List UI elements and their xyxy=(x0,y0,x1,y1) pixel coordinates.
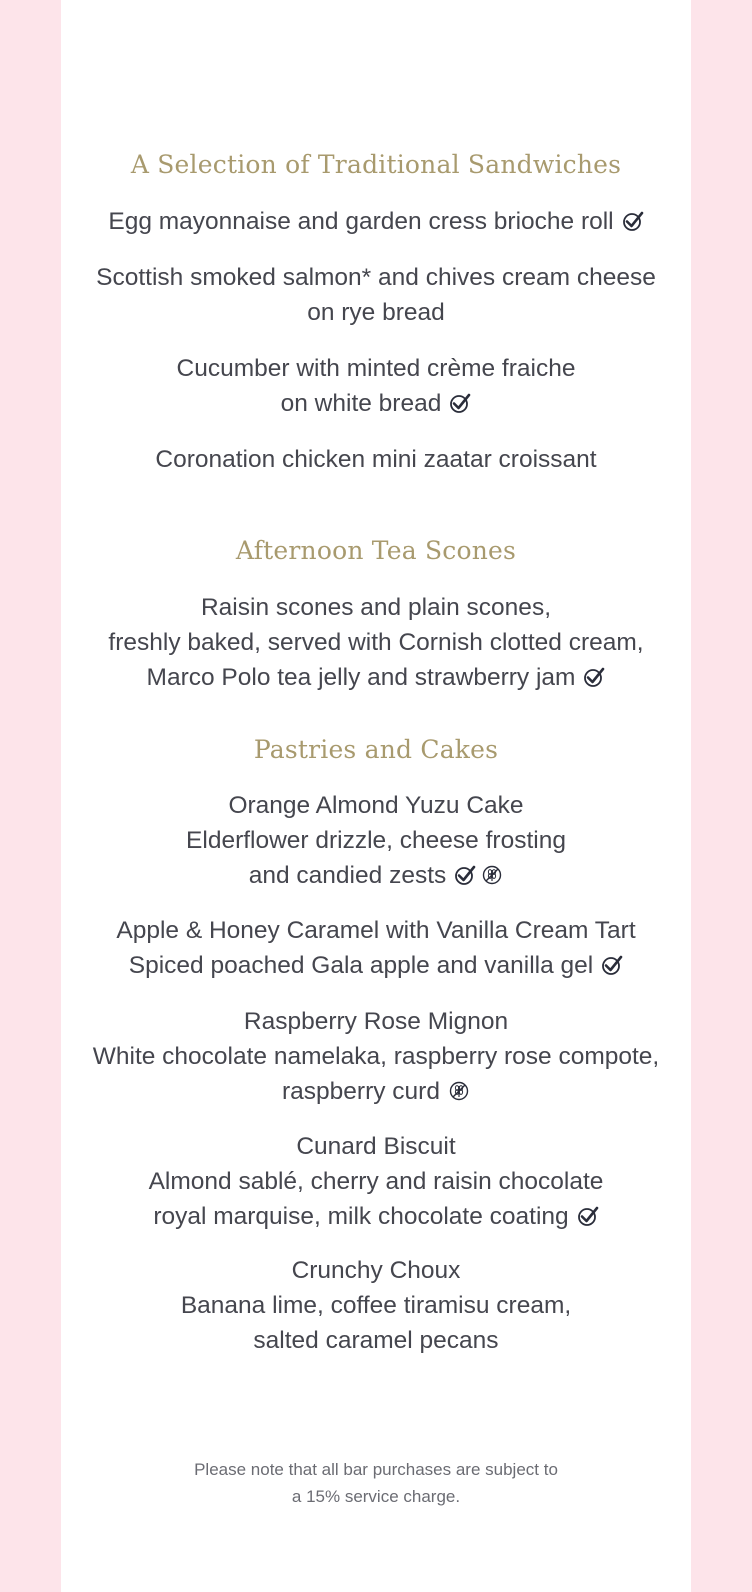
service-charge-note xyxy=(61,1456,691,1510)
item-line: royal marquise, milk chocolate coating xyxy=(153,1203,569,1230)
section-heading: Afternoon Tea Scones xyxy=(235,536,517,565)
item-line: Cucumber with minted crème fraiche xyxy=(176,355,576,382)
section-pastries xyxy=(61,733,691,767)
item-line: salted caramel pecans xyxy=(253,1327,499,1354)
item-line: Spiced poached Gala apple and vanilla gel xyxy=(128,952,594,979)
menu-item xyxy=(61,788,691,896)
vegetarian-check-icon xyxy=(449,389,471,424)
item-line: raspberry curd xyxy=(282,1078,440,1105)
vegetarian-check-icon xyxy=(622,207,644,242)
item-line: Egg mayonnaise and garden cress brioche roll xyxy=(108,208,614,235)
menu-item xyxy=(61,1129,691,1237)
menu-item xyxy=(61,442,691,477)
item-line: Marco Polo tea jelly and strawberry jam xyxy=(146,664,576,691)
item-line: Almond sablé, cherry and raisin chocolate xyxy=(148,1168,604,1195)
menu-item xyxy=(61,590,691,698)
vegetarian-check-icon xyxy=(583,663,605,698)
item-line: on rye bread xyxy=(307,299,445,326)
vegetarian-check-icon xyxy=(601,951,623,986)
item-line: Crunchy Choux xyxy=(291,1257,461,1284)
menu-item xyxy=(61,913,691,986)
item-line: Scottish smoked salmon* and chives cream cheese xyxy=(96,264,656,291)
item-line: Apple & Honey Caramel with Vanilla Cream Tart xyxy=(116,917,636,944)
section-heading: Pastries and Cakes xyxy=(253,735,499,764)
menu-item xyxy=(61,260,691,330)
item-line: Raspberry Rose Mignon xyxy=(243,1008,509,1035)
menu-item xyxy=(61,351,691,424)
vegetarian-check-icon xyxy=(577,1202,599,1237)
item-line: Orange Almond Yuzu Cake xyxy=(228,792,524,819)
menu-item xyxy=(61,1253,691,1358)
item-line: Cunard Biscuit xyxy=(296,1133,456,1160)
menu-item xyxy=(61,1004,691,1112)
section-heading: A Selection of Traditional Sandwiches xyxy=(130,150,622,179)
item-line: on white bread xyxy=(280,390,442,417)
gluten-free-wheat-icon xyxy=(448,1077,470,1112)
item-line: Raisin scones and plain scones, xyxy=(200,594,551,621)
section-scones xyxy=(61,534,691,568)
item-line: White chocolate namelaka, raspberry rose compote, xyxy=(92,1043,660,1070)
item-line: and candied zests xyxy=(248,862,447,889)
menu-item xyxy=(61,204,691,242)
item-line: Coronation chicken mini zaatar croissant xyxy=(155,446,597,473)
note-line: Please note that all bar purchases are subject to xyxy=(194,1460,558,1479)
item-line: Elderflower drizzle, cheese frosting xyxy=(186,827,566,854)
note-line: a 15% service charge. xyxy=(291,1487,461,1506)
vegetarian-check-icon xyxy=(454,861,476,896)
item-line: freshly baked, served with Cornish clotted cream, xyxy=(108,629,644,656)
gluten-free-wheat-icon xyxy=(481,861,503,896)
item-line: Banana lime, coffee tiramisu cream, xyxy=(180,1292,572,1319)
section-sandwiches xyxy=(61,148,691,182)
menu-card xyxy=(61,0,691,1592)
